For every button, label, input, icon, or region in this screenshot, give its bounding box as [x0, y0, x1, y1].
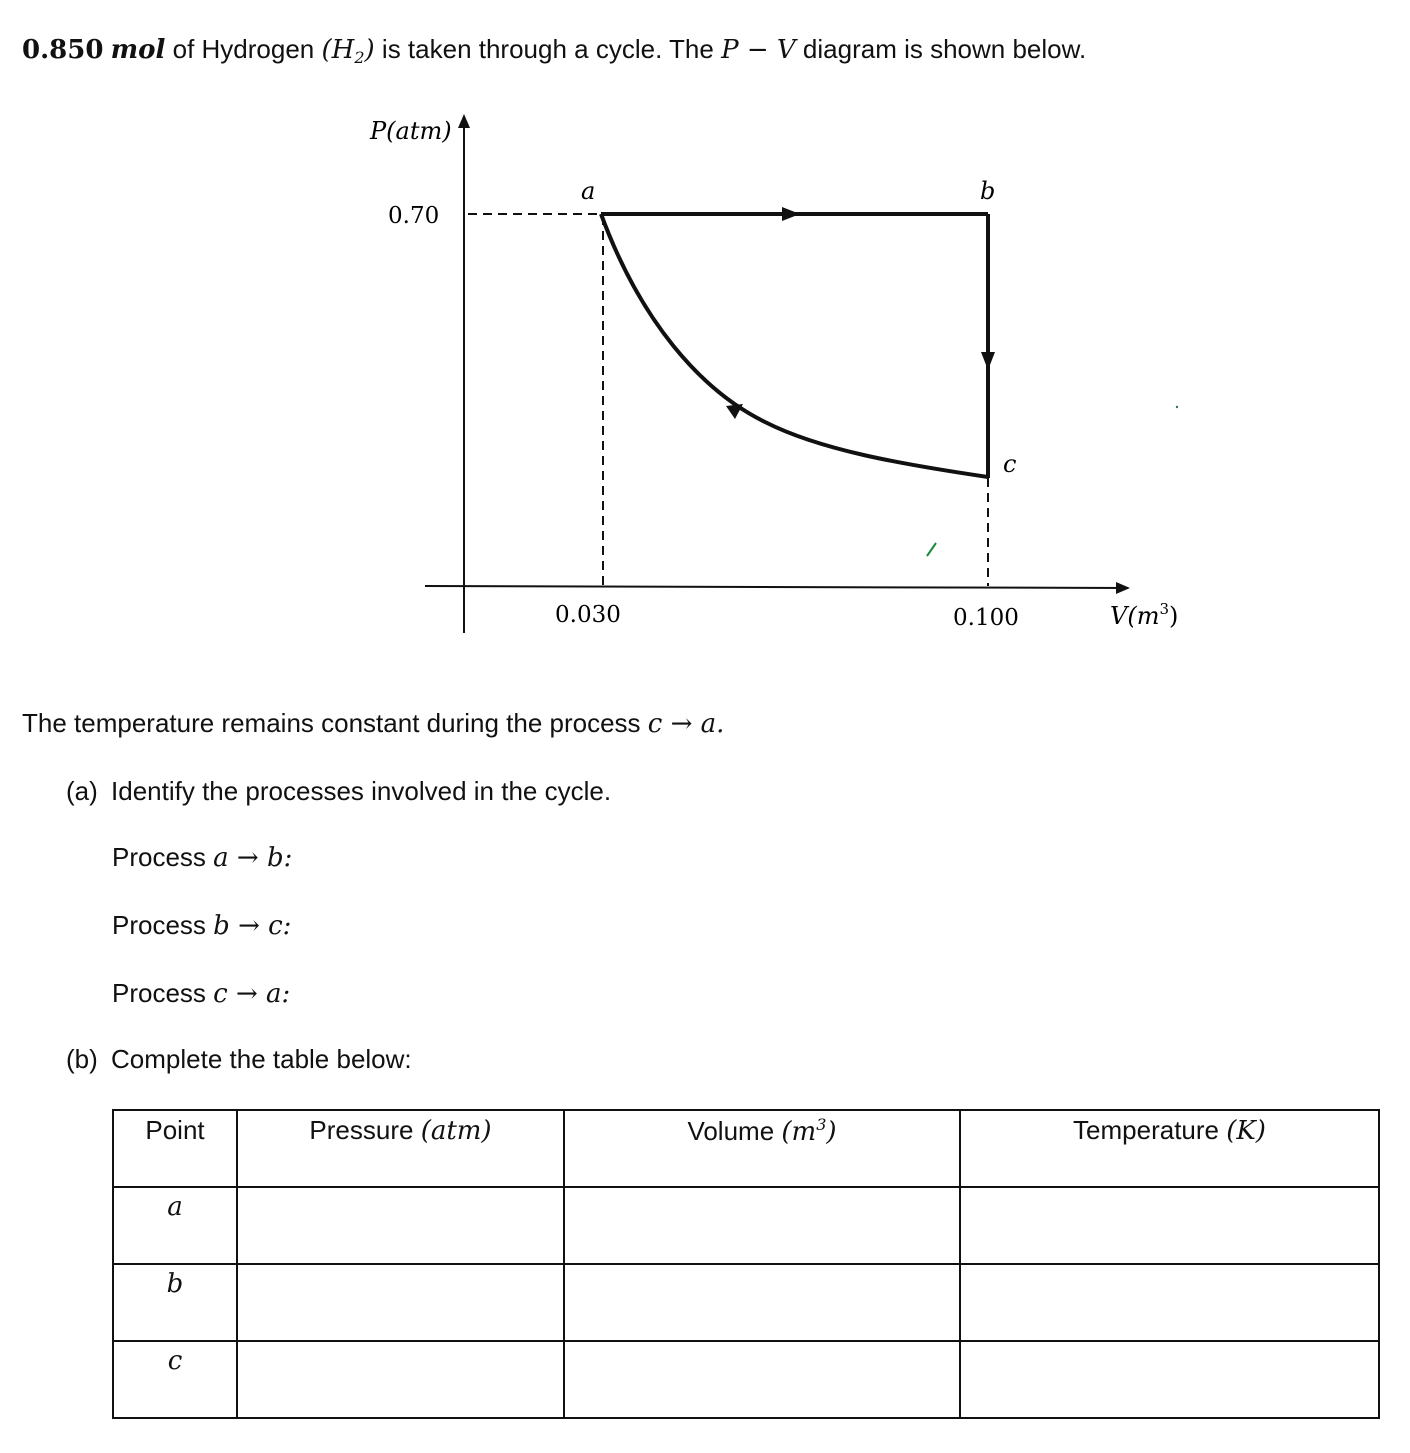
- path-c-to-a: [601, 214, 988, 477]
- table-row: [113, 1187, 1379, 1264]
- pressure-cell[interactable]: [237, 1264, 564, 1341]
- volume-cell[interactable]: [564, 1341, 960, 1418]
- arrow-a-to-b: [782, 207, 800, 221]
- y-tick-label: 0.70: [388, 203, 440, 229]
- table-row: [113, 1341, 1379, 1418]
- point-cell: b: [113, 1264, 237, 1341]
- arrow-c-to-a: [726, 404, 743, 419]
- intro-text-3: diagram is shown below.: [802, 34, 1087, 64]
- intro-text-2: is taken through a cycle. The: [381, 34, 714, 64]
- y-axis-label: P(atm): [370, 117, 452, 145]
- table-row: [113, 1264, 1379, 1341]
- pressure-cell[interactable]: [237, 1341, 564, 1418]
- point-label-a: a: [581, 177, 596, 205]
- temperature-cell[interactable]: [960, 1264, 1379, 1341]
- arrow-b-to-c: [981, 352, 995, 370]
- x-tick-label: 0.030: [555, 602, 621, 628]
- mole-unit: mol: [110, 35, 166, 65]
- temperature-cell[interactable]: [960, 1187, 1379, 1264]
- check-mark: [927, 543, 936, 556]
- header-point: Point: [113, 1110, 237, 1187]
- statement: The temperature remains constant during the process c → a.: [22, 708, 725, 739]
- mole-amount: 0.850: [22, 35, 104, 65]
- gas-formula: $(H_2)$: [321, 35, 375, 67]
- pv-label: P − V: [721, 35, 796, 65]
- pressure-cell[interactable]: [237, 1187, 564, 1264]
- point-cell: a: [113, 1187, 237, 1264]
- answer-table: [112, 1109, 1380, 1419]
- x-axis-label: $V(m^3)$: [1110, 600, 1179, 630]
- part-a-question: (a) Identify the processes involved in the cycle.: [66, 776, 612, 806]
- pv-diagram: [0, 0, 1410, 700]
- header-temperature: Temperature (K): [960, 1110, 1379, 1187]
- process-line: Process b → c:: [112, 910, 292, 941]
- volume-cell[interactable]: [564, 1264, 960, 1341]
- part-b-label: (b): [66, 1044, 98, 1074]
- x-tick-label: 0.100: [953, 605, 1019, 631]
- process-line: Process c → a:: [112, 978, 291, 1009]
- table-header-row: [113, 1110, 1379, 1187]
- intro-text-1: of Hydrogen: [172, 34, 315, 64]
- process-line: Process a → b:: [112, 842, 293, 873]
- x-axis: [425, 586, 1128, 588]
- header-volume: Volume $(m^3)$: [564, 1110, 960, 1187]
- part-b-question: (b) Complete the table below:: [66, 1044, 412, 1074]
- point-cell: c: [113, 1341, 237, 1418]
- stray-dot: [1176, 406, 1178, 408]
- header-pressure: Pressure (atm): [237, 1110, 564, 1187]
- statement-process: c → a.: [647, 709, 725, 739]
- temperature-cell[interactable]: [960, 1341, 1379, 1418]
- part-a-label: (a): [66, 776, 98, 806]
- point-label-b: b: [980, 177, 996, 205]
- volume-cell[interactable]: [564, 1187, 960, 1264]
- point-label-c: c: [1003, 450, 1017, 478]
